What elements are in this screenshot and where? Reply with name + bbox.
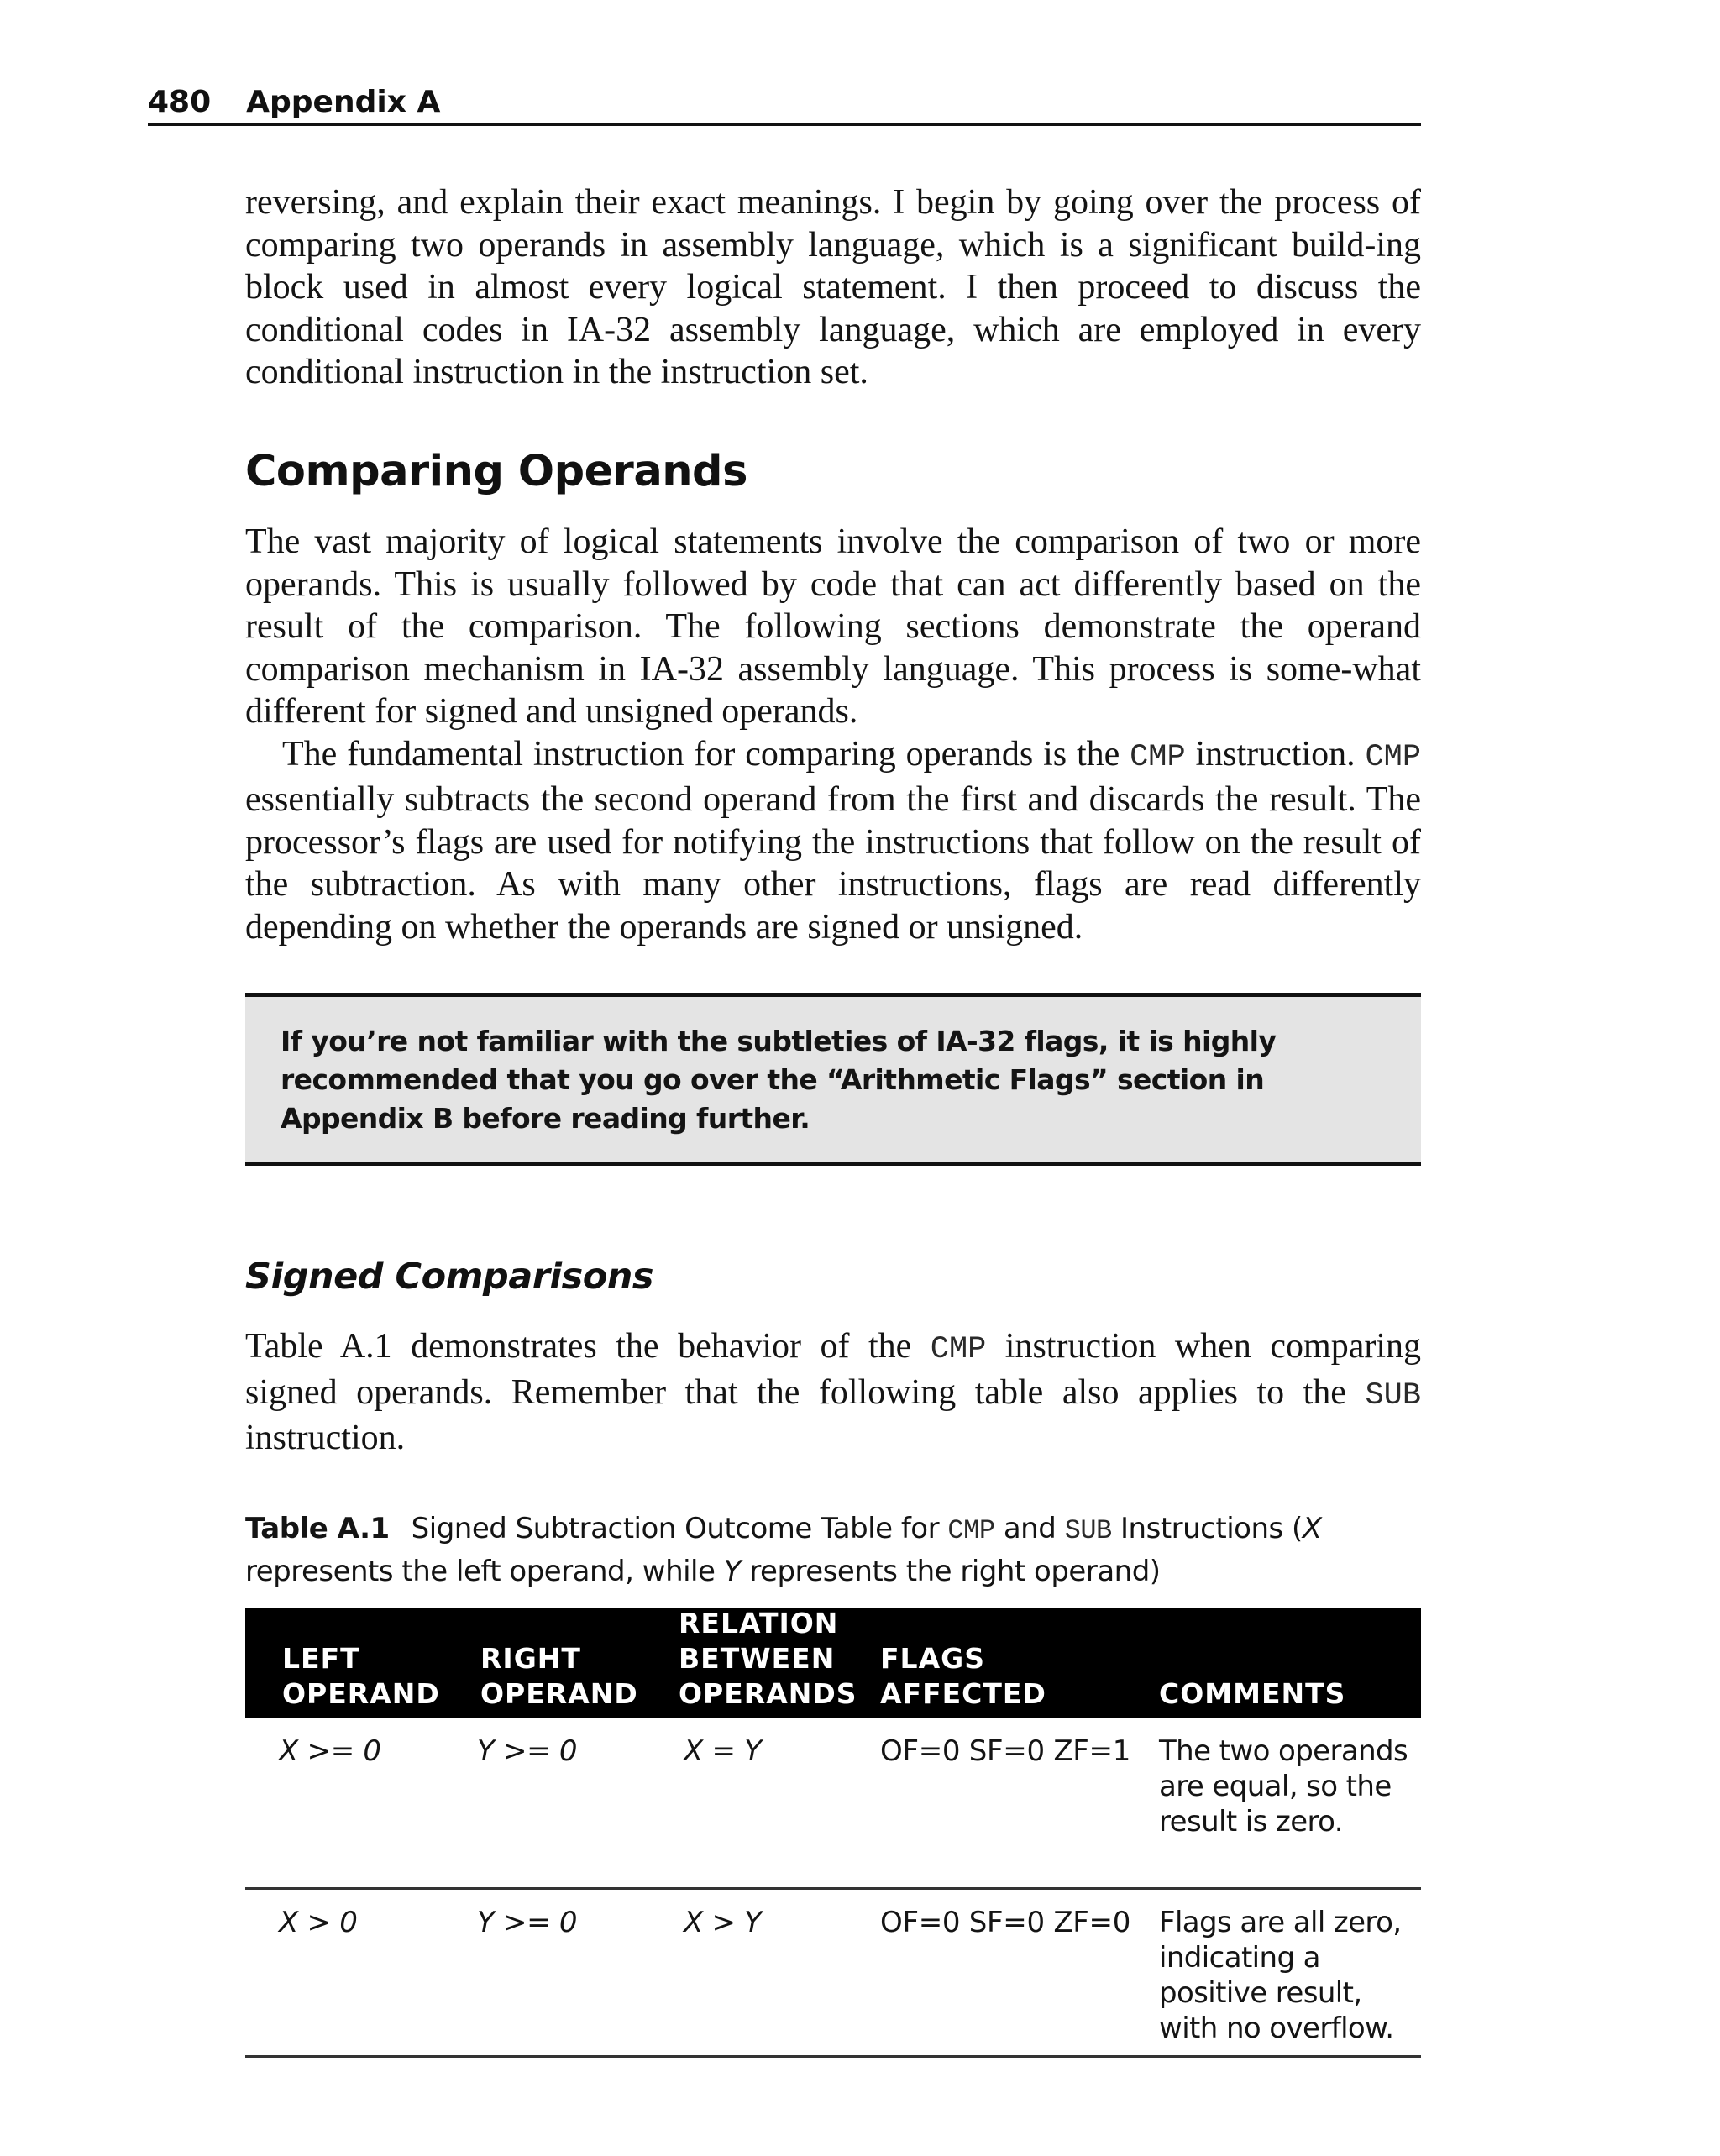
code-cmp: CMP [947,1515,995,1546]
section-paragraph-2 [245,733,1421,949]
cell-flags: OF=0 SF=0 ZF=0 [880,1906,1131,1939]
subsection-paragraph [245,1325,1421,1460]
cell-left-operand: X >= 0 [279,1734,381,1768]
text-run: Signed Subtraction Outcome Table for [411,1512,948,1545]
text-run: Instructions ( [1111,1512,1303,1545]
code-cmp: CMP [930,1332,987,1367]
header-left-operand: LEFT OPERAND [282,1642,440,1710]
text-run: instruction when comparing signed operands. Remember that the following table also applies to the [245,1327,1421,1412]
header-relation: RELATION BETWEEN OPERANDS [679,1607,857,1710]
subsection-body [245,1325,1421,1460]
cell-comment: The two operands are equal, so the result is zero. [1159,1734,1408,1839]
section-heading-block [245,447,1421,497]
header-right-operand: RIGHT OPERAND [480,1642,638,1710]
cell-relation: X = Y [684,1734,762,1768]
table-caption-label: Table A.1 [245,1512,390,1545]
page-number: 480 [148,85,212,119]
text-run: instruction. [245,1419,406,1457]
table-row [245,1890,1421,2058]
running-head [148,81,1421,126]
intro-paragraph: reversing, and explain their exact meanings. I begin by going over the process of comparing two operands in assembly language, which is a significant build-ing block used in almost every logical statement. I then proceed to discuss the conditional codes in IA-32 assembly language, which are employed in every conditional instruction in the instruction set. [245,183,1421,391]
table-caption [245,1508,1421,1592]
cell-comment: Flags are all zero, indicating a positive result, with no overflow. [1159,1906,1402,2045]
subsection-heading: Signed Comparisons [245,1256,654,1298]
running-head-title: Appendix A [246,85,441,119]
cell-right-operand: Y >= 0 [477,1734,578,1768]
text-run: The fundamental instruction for comparing operands is the [282,734,1130,774]
text-run: represents the right operand) [741,1555,1161,1588]
section-paragraph-1: The vast majority of logical statements involve the comparison of two or more operands. This is usually followed by code that can act differently based on the result of the comparison. The following sections demonstrate the operand comparison mechanism in IA-32 assembly language. This process is some-what different for signed and unsigned operands. [245,522,1421,731]
text-run: essentially subtracts the second operand from the first and discards the result. The processor’s flags are used for notifying the instructions that follow on the result of the subtraction. As with many other instructions, flags are read differently depending on whether the operands are signed or unsigned. [245,780,1421,947]
cell-relation: X > Y [684,1906,762,1939]
code-sub: SUB [1365,1377,1421,1414]
intro-block [245,181,1421,394]
table-row [245,1718,1421,1890]
header-flags-affected: FLAGS AFFECTED [880,1642,1046,1710]
note-box [245,993,1421,1166]
subsection-heading-block [245,1255,1421,1298]
text-run: represents the left operand, while [245,1555,724,1588]
text-run: and [994,1512,1065,1545]
code-sub: SUB [1064,1515,1112,1546]
cell-flags: OF=0 SF=0 ZF=1 [880,1734,1131,1768]
text-run: instruction. [1185,734,1366,774]
note-text: If you’re not familiar with the subtleties of IA-32 flags, it is highly recommended that you go over the “Arithmetic Flags” section in Appendix B before reading further. [281,1025,1277,1135]
italic-x: X [1302,1512,1322,1545]
header-comments: COMMENTS [1159,1677,1346,1710]
code-cmp: CMP [1365,739,1421,775]
section-heading: Comparing Operands [245,447,747,496]
cell-left-operand: X > 0 [279,1906,358,1939]
section-body [245,521,1421,948]
table-header [245,1608,1421,1718]
italic-y: Y [723,1555,742,1588]
code-cmp: CMP [1130,739,1186,775]
text-run: Table A.1 demonstrates the behavior of the [245,1327,931,1366]
cell-right-operand: Y >= 0 [477,1906,578,1939]
